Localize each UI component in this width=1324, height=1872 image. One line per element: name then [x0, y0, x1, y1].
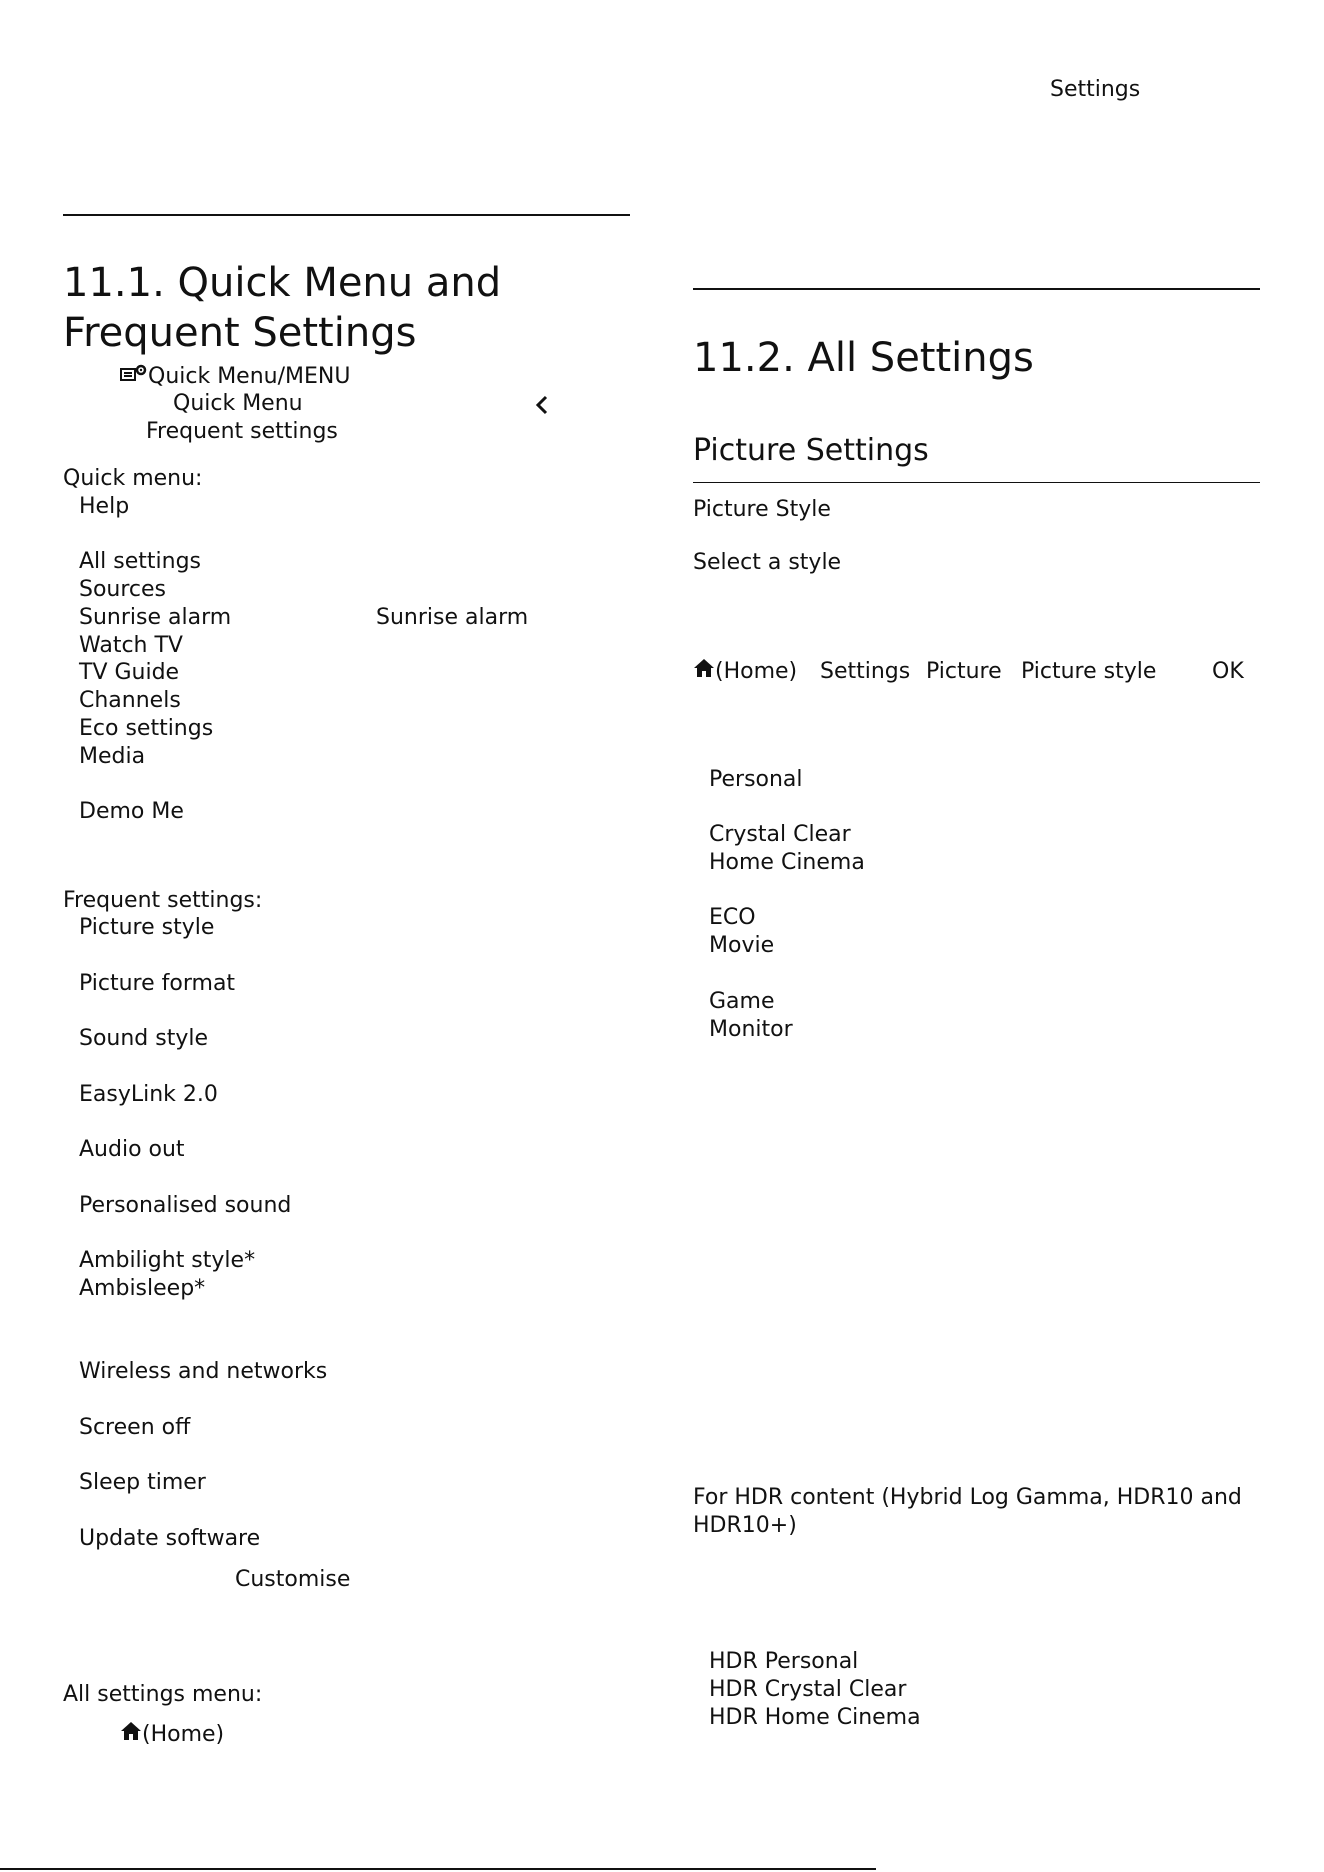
- home-icon: [693, 658, 715, 686]
- chevron-left-icon: [532, 394, 552, 420]
- quick-menu-button-line: [120, 362, 350, 392]
- path-ok: OK: [1212, 659, 1244, 684]
- style-home-cinema: Home Cinema: [709, 850, 865, 875]
- path-home: (Home): [715, 659, 798, 684]
- path-settings: Settings: [820, 659, 911, 684]
- select-style-label: Select a style: [693, 550, 842, 575]
- quick-menu-item-eco-settings: Eco settings: [79, 716, 214, 741]
- style-game: Game: [709, 989, 775, 1014]
- style-personal: Personal: [709, 767, 803, 792]
- section-title-line-1: 11.1. Quick Menu and: [63, 260, 502, 306]
- path-picture: Picture: [926, 659, 1002, 684]
- quick-menu-item-sources: Sources: [79, 577, 167, 602]
- home-label: (Home): [142, 1722, 225, 1747]
- style-monitor: Monitor: [709, 1017, 793, 1042]
- hdr-content-line-2: HDR10+): [693, 1513, 797, 1538]
- quick-menu-button-label: Quick Menu/MENU: [148, 364, 351, 389]
- frequent-item-picture-style: Picture style: [79, 915, 215, 940]
- frequent-item-wireless-networks: Wireless and networks: [79, 1359, 328, 1384]
- section-title-line-2: Frequent Settings: [63, 310, 417, 356]
- footer-rule: [0, 1868, 876, 1870]
- quick-menu-item-watch-tv: Watch TV: [79, 633, 183, 658]
- menu-path: [693, 658, 797, 686]
- style-crystal-clear: Crystal Clear: [709, 822, 851, 847]
- quick-menu-item-demo-me: Demo Me: [79, 799, 184, 824]
- frequent-item-ambilight-style: Ambilight style*: [79, 1248, 256, 1273]
- quick-menu-item-tv-guide: TV Guide: [79, 660, 180, 685]
- frequent-item-easylink: EasyLink 2.0: [79, 1082, 218, 1107]
- quick-menu-item-media: Media: [79, 744, 146, 769]
- style-eco: ECO: [709, 905, 756, 930]
- picture-style-subheading: Picture Style: [693, 497, 831, 522]
- left-column-rule: [63, 214, 630, 216]
- path-picture-style: Picture style: [1021, 659, 1157, 684]
- running-header: Settings: [1050, 77, 1141, 102]
- frequent-item-picture-format: Picture format: [79, 971, 236, 996]
- frequent-item-sound-style: Sound style: [79, 1026, 209, 1051]
- customise-label: Customise: [235, 1567, 351, 1592]
- frequent-item-personalised-sound: Personalised sound: [79, 1193, 292, 1218]
- quick-menu-item-channels: Channels: [79, 688, 181, 713]
- quick-menu-heading: Quick menu:: [63, 466, 203, 491]
- frequent-item-audio-out: Audio out: [79, 1137, 185, 1162]
- nav-quick-menu: Quick Menu: [173, 391, 303, 416]
- all-settings-menu-heading: All settings menu:: [63, 1682, 263, 1707]
- frequent-item-sleep-timer: Sleep timer: [79, 1470, 206, 1495]
- picture-settings-heading: Picture Settings: [693, 433, 929, 468]
- frequent-item-screen-off: Screen off: [79, 1415, 191, 1440]
- frequent-item-ambisleep: Ambisleep*: [79, 1276, 206, 1301]
- hdr-style-personal: HDR Personal: [709, 1649, 859, 1674]
- hdr-style-home-cinema: HDR Home Cinema: [709, 1705, 921, 1730]
- frequent-settings-heading: Frequent settings:: [63, 888, 263, 913]
- right-column-rule: [693, 288, 1260, 290]
- hdr-content-line-1: For HDR content (Hybrid Log Gamma, HDR10 and: [693, 1485, 1242, 1510]
- hdr-style-crystal-clear: HDR Crystal Clear: [709, 1677, 907, 1702]
- frequent-item-update-software: Update software: [79, 1526, 261, 1551]
- section-title-11-2: 11.2. All Settings: [693, 335, 1034, 381]
- quick-menu-item-sunrise-alarm: Sunrise alarm: [79, 605, 232, 630]
- picture-settings-rule: [693, 482, 1260, 483]
- nav-frequent-settings: Frequent settings: [146, 419, 338, 444]
- quick-menu-icon: [120, 362, 148, 392]
- quick-menu-item-all-settings: All settings: [79, 549, 201, 574]
- section-title-11-1: [63, 258, 501, 358]
- quick-menu-item-help: Help: [79, 494, 130, 519]
- style-movie: Movie: [709, 933, 775, 958]
- sunrise-alarm-reference: Sunrise alarm: [376, 605, 529, 630]
- home-icon: [120, 1721, 142, 1749]
- home-path-line: [120, 1721, 224, 1749]
